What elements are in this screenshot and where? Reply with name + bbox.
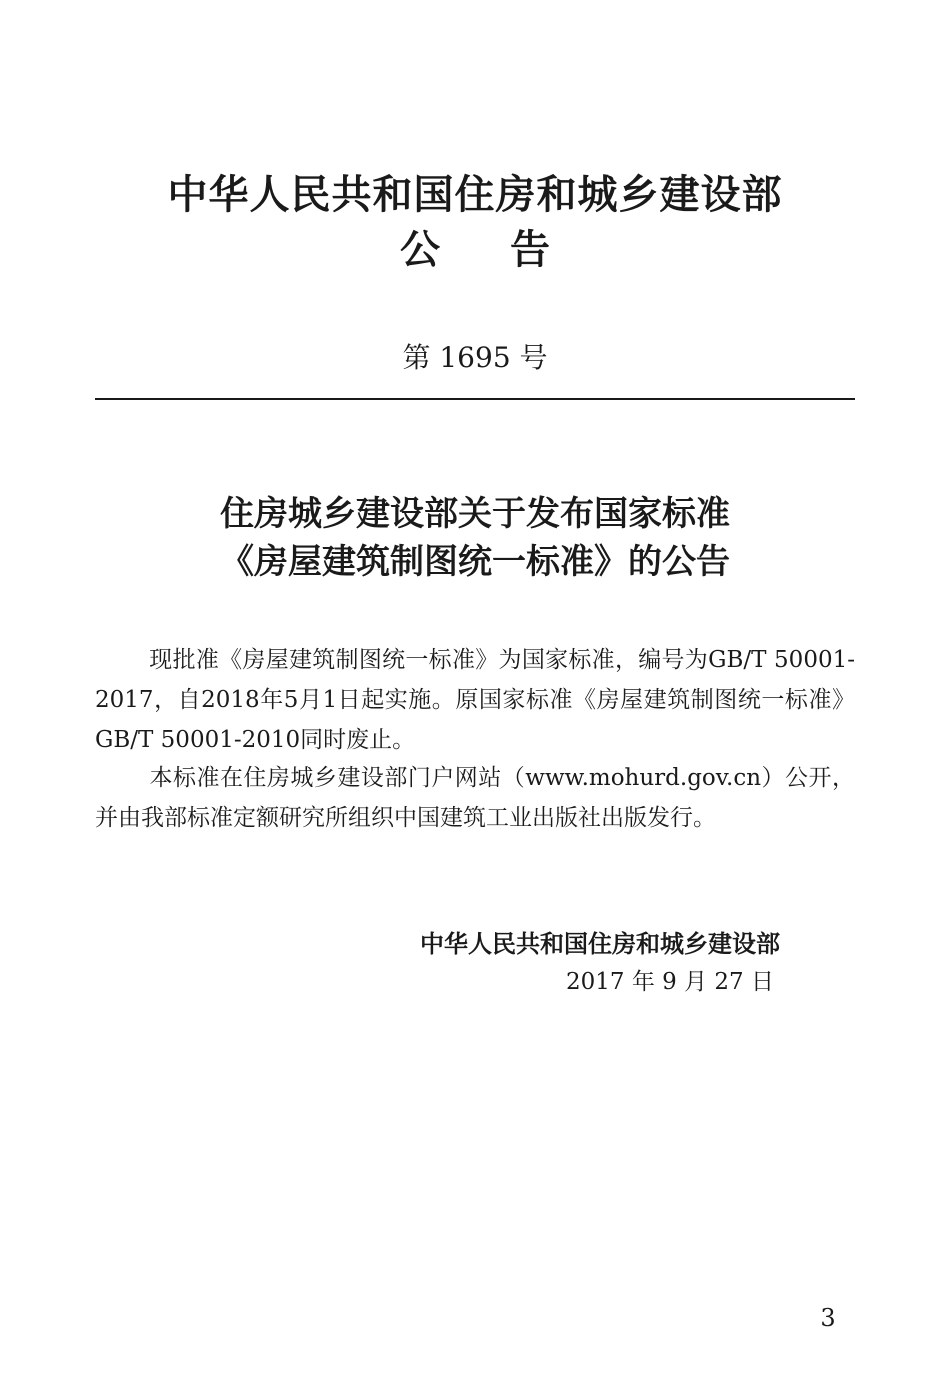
body-paragraph-1-text: 现批准《房屋建筑制图统一标准》为国家标准，编号为GB/T 50001-2017，自2018年5月1日起实施。原国家标准《房屋建筑制图统一标准》GB/T 50001-2010同时废止。	[95, 647, 855, 753]
signature-date: 2017 年 9 月 27 日	[566, 969, 774, 995]
header-divider	[95, 398, 855, 400]
body-paragraph-2-text: 本标准在住房城乡建设部门户网站（www.mohurd.gov.cn）公开，并由我部标准定额研究所组织中国建筑工业出版社出版发行。	[95, 765, 855, 831]
page-number: 3	[820, 1304, 836, 1332]
issue-number: 第 1695 号	[402, 341, 548, 374]
signature-organization: 中华人民共和国住房和城乡建设部	[420, 930, 780, 958]
notice-subject-line-2: 《房屋建筑制图统一标准》的公告	[220, 542, 730, 582]
notice-subject-line-1: 住房城乡建设部关于发布国家标准	[220, 494, 730, 534]
body-paragraph-2	[95, 758, 855, 838]
notice-heading: 公告	[400, 227, 620, 273]
notice-subject	[0, 490, 950, 586]
issuing-organization-title: 中华人民共和国住房和城乡建设部	[167, 172, 783, 218]
body-paragraph-1	[95, 640, 855, 760]
